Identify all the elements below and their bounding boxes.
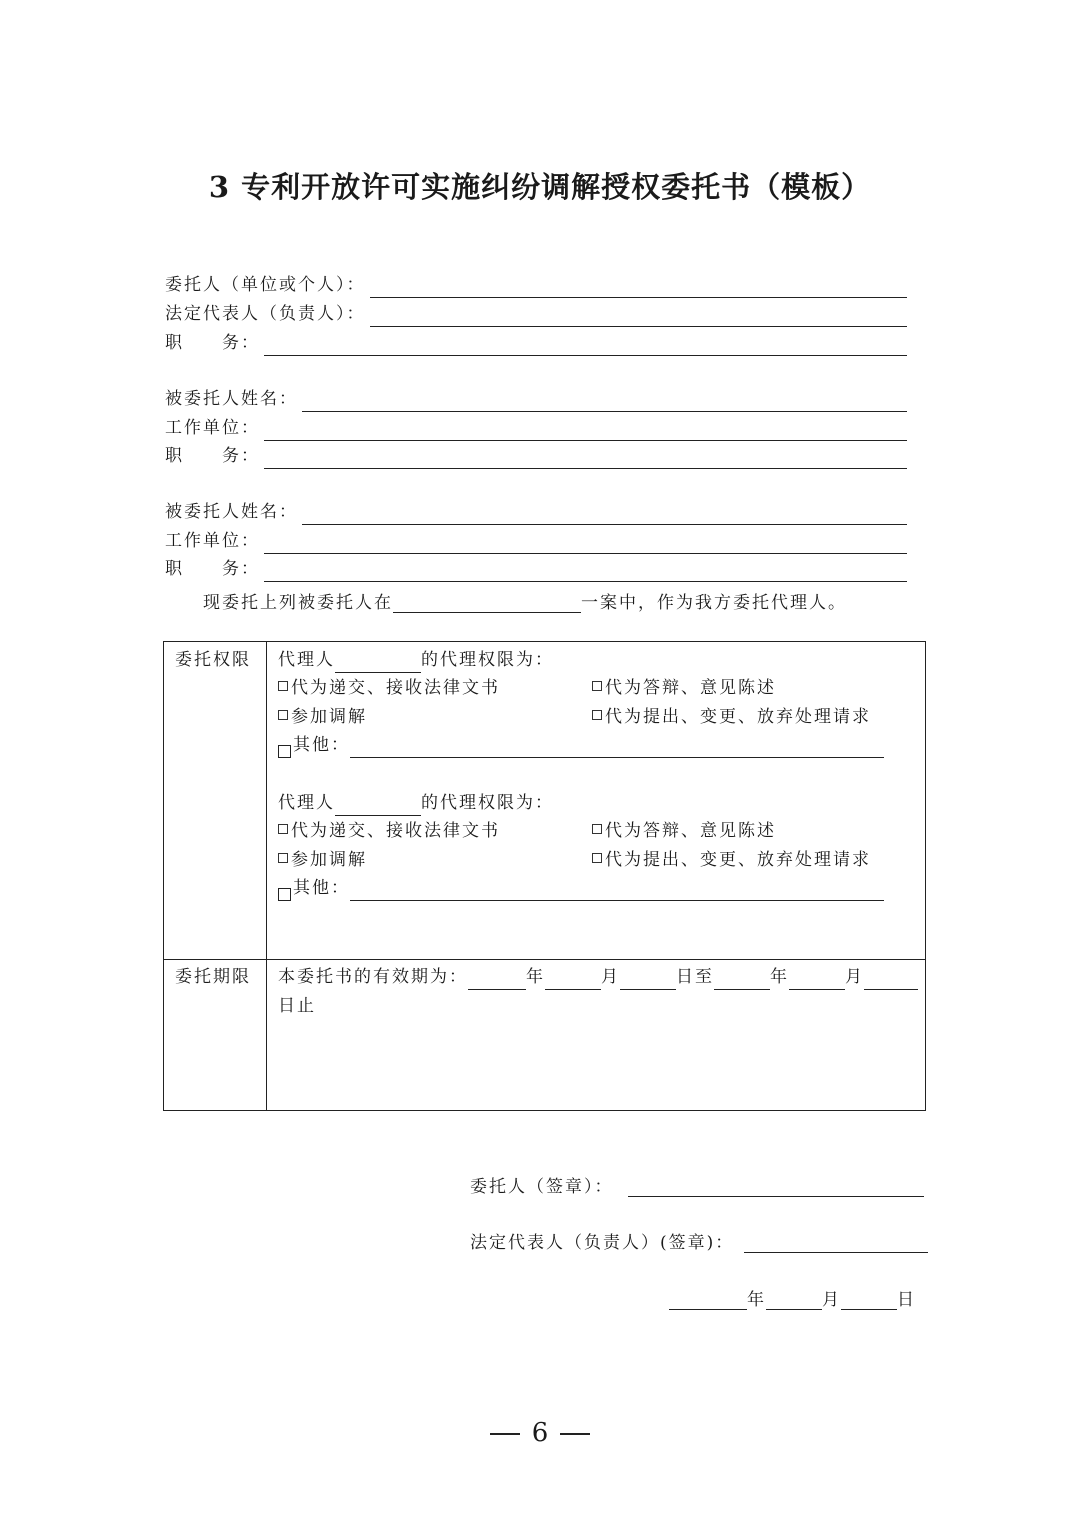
checkbox-icon[interactable]: [278, 745, 291, 758]
agent2-position-label: 职 务：: [165, 559, 260, 579]
checkbox-icon[interactable]: [278, 681, 288, 691]
block2-opt2-label: 代为答辩、意见陈述: [605, 821, 776, 841]
block1-opt3-label: 参加调解: [291, 707, 367, 727]
intro-prefix: 现委托上列被委托人在: [203, 593, 393, 613]
block1-opt1[interactable]: [278, 675, 500, 701]
agent1-name-field[interactable]: [302, 391, 907, 412]
rep-signature-row: [470, 1228, 928, 1253]
principal-signature-label: 委托人（签章）：: [470, 1177, 614, 1197]
authority-label: 委托权限: [175, 650, 251, 670]
principal-position-label: 职 务：: [165, 333, 260, 353]
rep-signature-label: 法定代表人（负责人）(签章)：: [470, 1233, 735, 1253]
legal-rep-field[interactable]: [370, 306, 908, 327]
case-name-field[interactable]: [393, 592, 581, 613]
block2-opt4-label: 代为提出、变更、放弃处理请求: [605, 850, 871, 870]
year-label: 年: [770, 967, 789, 987]
principal-signature-field[interactable]: [628, 1176, 924, 1197]
agent2-name-row: [165, 497, 907, 525]
block2-opt1-label: 代为递交、接收法律文书: [291, 821, 500, 841]
period-line: [278, 964, 918, 990]
agent1-unit-row: [165, 413, 907, 441]
block2-opt3[interactable]: [278, 847, 367, 873]
block2-agent-suffix: 的代理权限为：: [421, 793, 554, 813]
principal-name-row: [165, 270, 907, 298]
block1-agent-field[interactable]: [335, 652, 421, 673]
block1-agent-line: [278, 647, 554, 673]
block1-agent-suffix: 的代理权限为：: [421, 650, 554, 670]
block2-opt1[interactable]: [278, 818, 500, 844]
block2-other-field[interactable]: [350, 880, 884, 901]
sign-date-row: [669, 1285, 916, 1310]
block2-agent-line: [278, 790, 554, 816]
block1-opt4[interactable]: [592, 704, 871, 730]
principal-name-label: 委托人（单位或个人）：: [165, 275, 366, 295]
block2-other-label: 其他：: [293, 878, 350, 898]
end-month-field[interactable]: [789, 969, 845, 990]
sign-year-label: 年: [747, 1290, 766, 1310]
agent1-position-field[interactable]: [264, 448, 907, 469]
block1-opt1-label: 代为递交、接收法律文书: [291, 678, 500, 698]
block1-other-field[interactable]: [350, 737, 884, 758]
principal-position-field[interactable]: [264, 335, 907, 356]
checkbox-icon[interactable]: [278, 710, 288, 720]
agent2-unit-label: 工作单位：: [165, 531, 260, 551]
legal-rep-row: [165, 299, 907, 327]
block2-other-row: [278, 875, 884, 901]
checkbox-icon[interactable]: [278, 888, 291, 901]
block2-opt4[interactable]: [592, 847, 871, 873]
block1-other-label: 其他：: [293, 735, 350, 755]
agent1-unit-field[interactable]: [264, 420, 907, 441]
month-label: 月: [601, 967, 620, 987]
checkbox-icon[interactable]: [592, 824, 602, 834]
agent2-position-row: [165, 554, 907, 582]
checkbox-icon[interactable]: [278, 853, 288, 863]
sign-month-label: 月: [822, 1290, 841, 1310]
sign-month-field[interactable]: [766, 1289, 822, 1310]
agent1-position-label: 职 务：: [165, 446, 260, 466]
checkbox-icon[interactable]: [592, 853, 602, 863]
end-day-field[interactable]: [864, 969, 918, 990]
agent2-position-field[interactable]: [264, 561, 907, 582]
sign-day-label: 日: [897, 1290, 916, 1310]
block1-agent-prefix: 代理人: [278, 650, 335, 670]
block2-opt3-label: 参加调解: [291, 850, 367, 870]
agent1-name-row: [165, 384, 907, 412]
principal-signature-row: [470, 1172, 924, 1197]
dash-left: [490, 1433, 520, 1435]
agent2-unit-row: [165, 526, 907, 554]
block2-opt2[interactable]: [592, 818, 776, 844]
period-end: 日止: [278, 996, 316, 1016]
block1-opt2[interactable]: [592, 675, 776, 701]
period-prefix: 本委托书的有效期为：: [278, 967, 468, 987]
dash-right: [560, 1433, 590, 1435]
agent1-position-row: [165, 441, 907, 469]
sign-day-field[interactable]: [841, 1289, 897, 1310]
principal-name-field[interactable]: [370, 277, 908, 298]
block1-opt3[interactable]: [278, 704, 367, 730]
sign-year-field[interactable]: [669, 1289, 747, 1310]
document-title: 3 专利开放许可实施纠纷调解授权委托书（模板）: [208, 170, 872, 204]
start-month-field[interactable]: [545, 969, 601, 990]
start-year-field[interactable]: [468, 969, 526, 990]
start-day-field[interactable]: [620, 969, 676, 990]
checkbox-icon[interactable]: [592, 681, 602, 691]
block2-agent-prefix: 代理人: [278, 793, 335, 813]
intro-sentence: [203, 588, 847, 613]
agent2-name-field[interactable]: [302, 504, 907, 525]
agent2-unit-field[interactable]: [264, 533, 907, 554]
table-horizontal-divider: [164, 959, 925, 960]
end-year-field[interactable]: [714, 969, 770, 990]
rep-signature-field[interactable]: [744, 1232, 928, 1253]
period-label: 委托期限: [175, 967, 251, 987]
checkbox-icon[interactable]: [592, 710, 602, 720]
table-vertical-divider: [266, 642, 267, 1110]
day-to-label: 日至: [676, 967, 714, 987]
month-label: 月: [845, 967, 864, 987]
legal-rep-label: 法定代表人（负责人）：: [165, 304, 366, 324]
block2-agent-field[interactable]: [335, 795, 421, 816]
agent1-unit-label: 工作单位：: [165, 418, 260, 438]
checkbox-icon[interactable]: [278, 824, 288, 834]
agent1-name-label: 被委托人姓名：: [165, 389, 298, 409]
intro-suffix: 一案中，作为我方委托代理人。: [581, 593, 847, 613]
page-number: [0, 1418, 1080, 1448]
page-number-value: 6: [531, 1418, 549, 1448]
block1-opt4-label: 代为提出、变更、放弃处理请求: [605, 707, 871, 727]
year-label: 年: [526, 967, 545, 987]
block1-opt2-label: 代为答辩、意见陈述: [605, 678, 776, 698]
agent2-name-label: 被委托人姓名：: [165, 502, 298, 522]
block1-other-row: [278, 732, 884, 758]
authority-table: [163, 641, 926, 1111]
principal-position-row: [165, 328, 907, 356]
